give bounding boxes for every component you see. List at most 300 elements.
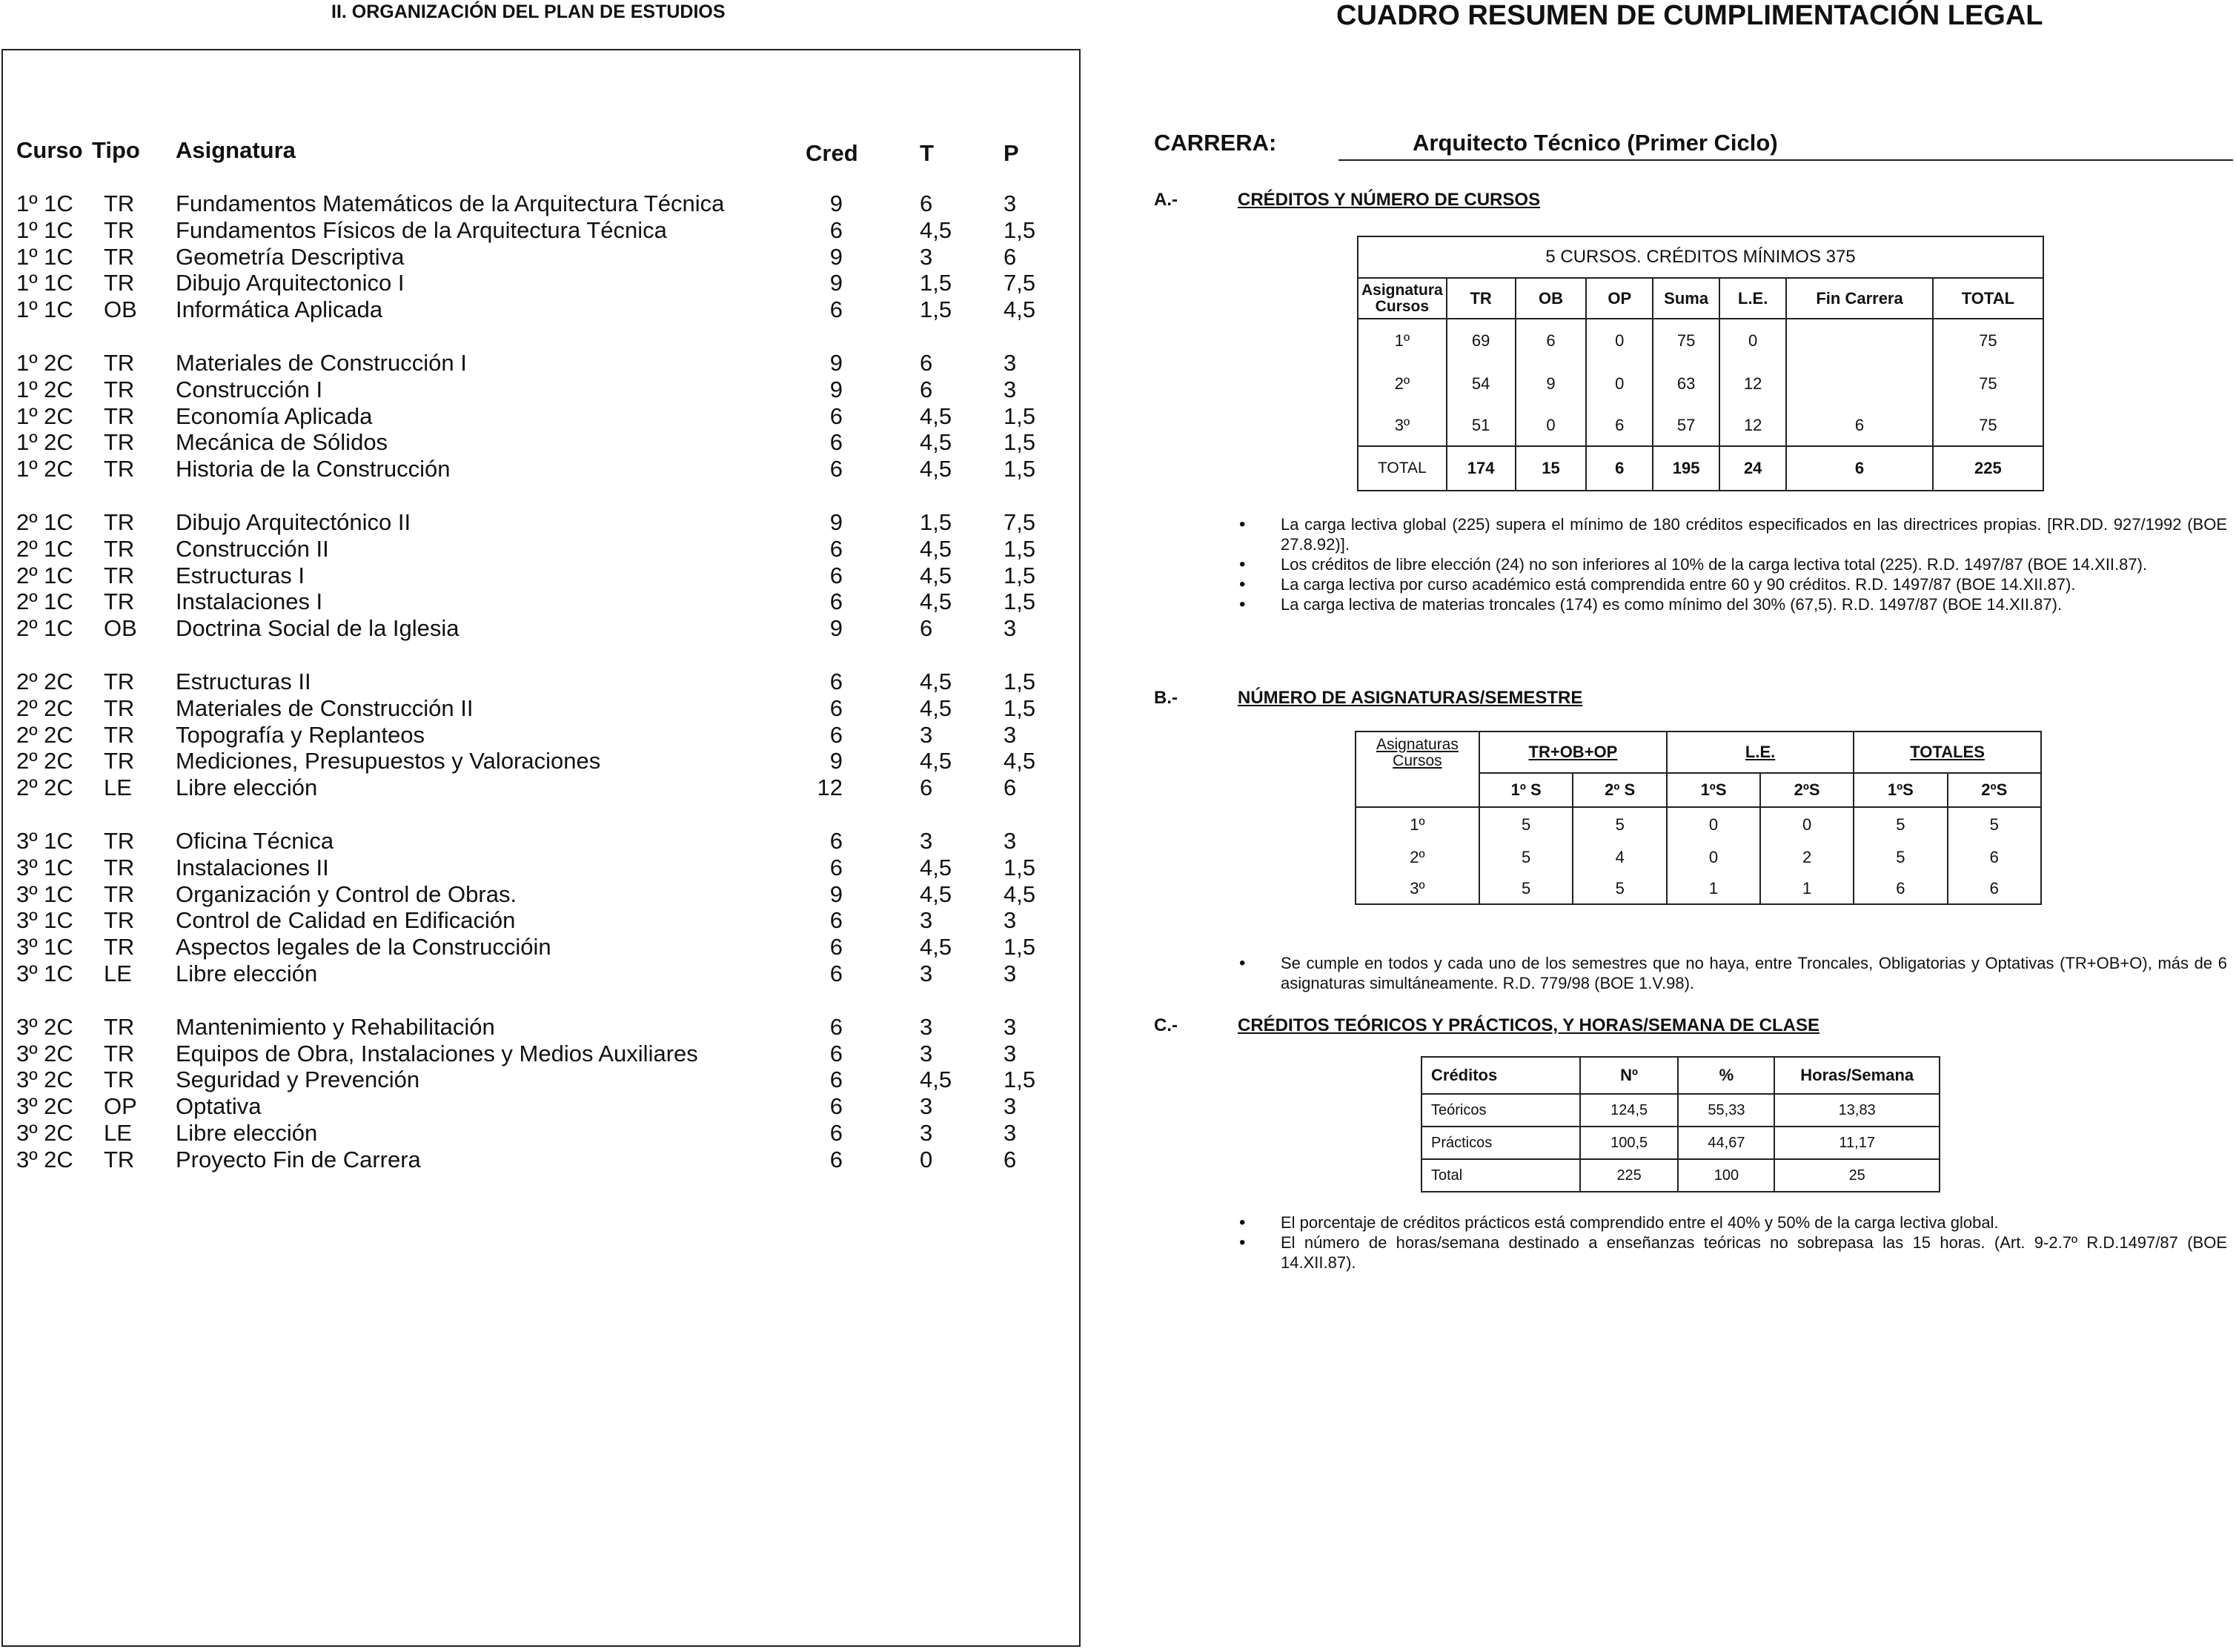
row-t: 1,5	[920, 270, 952, 296]
subjects-row	[1356, 842, 2041, 873]
row-tipo: TR	[104, 190, 135, 216]
section-c-letter: C.-	[1154, 1015, 1178, 1035]
hours-cell: 100,5	[1580, 1127, 1679, 1159]
subjects-cell: 5	[1854, 842, 1947, 873]
subjects-cell: 4	[1573, 842, 1667, 873]
row-curso: 2º 1C	[16, 535, 73, 562]
row-curso: 3º 2C	[16, 1066, 73, 1093]
row-curso: 1º 2C	[16, 456, 73, 482]
credits-total-cell: 6	[1786, 446, 1933, 491]
row-p: 3	[1003, 961, 1017, 986]
row-t: 3	[920, 907, 933, 934]
row-curso: 2º 2C	[16, 694, 73, 721]
row-p: 1,5	[1003, 694, 1036, 721]
note-item: • Se cumple en todos y cada uno de los semestres que no haya, entre Troncales, Obligatorias y Optativas (TR+OB+O), más de 6 asignaturas simultáneamente. R.D. 779/98 (BOE 1.V.98).	[1239, 953, 2227, 993]
row-cred: 9	[829, 270, 843, 296]
row-tipo: TR	[104, 402, 135, 429]
credits-cell: 69	[1447, 319, 1516, 362]
row-tipo: TR	[104, 535, 135, 562]
row-cred: 6	[829, 1093, 843, 1120]
row-asignatura: Libre elección	[176, 774, 318, 801]
row-p: 1,5	[1003, 456, 1036, 482]
row-t: 4,5	[920, 429, 952, 456]
section-b-title: NÚMERO DE ASIGNATURAS/SEMESTRE	[1238, 688, 1583, 708]
row-cred: 6	[829, 934, 843, 961]
credits-total-cell: 24	[1719, 446, 1786, 491]
row-tipo: TR	[104, 1066, 135, 1093]
row-asignatura: Mediciones, Presupuestos y Valoraciones	[176, 748, 601, 774]
note-item: • El porcentaje de créditos prácticos está comprendido entre el 40% y 50% de la carga lectiva global.	[1239, 1213, 2227, 1233]
row-p: 1,5	[1003, 402, 1036, 429]
row-curso: 3º 1C	[16, 934, 73, 961]
credits-total-cell: 174	[1447, 446, 1516, 491]
row-p: 4,5	[1003, 748, 1036, 774]
credits-cell: 0	[1586, 319, 1653, 362]
row-t: 4,5	[920, 216, 952, 243]
credits-header: TOTAL	[1933, 278, 2043, 319]
subjects-subheader: 2ºS	[1760, 773, 1854, 807]
row-tipo: TR	[104, 243, 135, 270]
header-curso: Curso	[16, 137, 83, 163]
credits-cell: 75	[1933, 362, 2043, 405]
row-curso: 1º 1C	[16, 190, 73, 216]
credits-total-cell: 225	[1933, 446, 2043, 491]
row-tipo: TR	[104, 216, 135, 243]
row-cred: 6	[829, 216, 843, 243]
header-tipo: Tipo	[92, 137, 140, 163]
row-asignatura: Dibujo Arquitectonico I	[176, 270, 405, 296]
row-tipo: TR	[104, 376, 135, 402]
row-cred: 9	[829, 243, 843, 270]
row-tipo: TR	[104, 270, 135, 296]
row-p: 7,5	[1003, 509, 1036, 535]
credits-cell: 75	[1933, 319, 2043, 362]
subjects-notes	[1239, 953, 2227, 993]
credits-total-cell: 195	[1653, 446, 1719, 491]
subjects-cell: 2	[1760, 842, 1854, 873]
row-tipo: TR	[104, 907, 135, 934]
row-t: 6	[920, 774, 933, 801]
row-curso: 3º 2C	[16, 1146, 73, 1172]
row-cred: 6	[829, 588, 843, 615]
row-curso: 2º 2C	[16, 669, 73, 694]
credits-cell: 6	[1586, 405, 1653, 446]
header-cred: Cred	[806, 140, 858, 166]
row-tipo: TR	[104, 456, 135, 482]
row-asignatura: Construcción I	[176, 376, 323, 402]
credits-row	[1358, 319, 2043, 362]
row-tipo: TR	[104, 854, 135, 880]
row-asignatura: Informática Aplicada	[176, 296, 383, 323]
row-asignatura: Instalaciones I	[176, 588, 323, 615]
subjects-cell: 1º	[1356, 807, 1479, 842]
row-tipo: TR	[104, 1146, 135, 1172]
note-item: • La carga lectiva global (225) supera el mínimo de 180 créditos especificados en las directrices propias. [RR.DD. 927/1992 (BOE 27.8.92)].	[1239, 514, 2227, 554]
credits-cell: 51	[1447, 405, 1516, 446]
subjects-corner-bottom: Cursos	[1393, 752, 1442, 769]
row-curso: 3º 1C	[16, 854, 73, 880]
credits-corner	[1358, 278, 1447, 319]
subjects-corner-top: Asignaturas	[1376, 735, 1459, 753]
group-totales: TOTALES	[1854, 732, 2041, 773]
row-asignatura: Libre elección	[176, 961, 318, 986]
row-p: 3	[1003, 1120, 1017, 1146]
row-asignatura: Materiales de Construcción I	[176, 350, 467, 376]
row-p: 1,5	[1003, 535, 1036, 562]
row-asignatura: Optativa	[176, 1093, 262, 1120]
row-tipo: TR	[104, 721, 135, 748]
row-cred: 9	[829, 509, 843, 535]
credits-header: Suma	[1653, 278, 1719, 319]
credits-cell	[1786, 319, 1933, 362]
row-cred: 6	[829, 854, 843, 880]
row-t: 4,5	[920, 402, 952, 429]
credits-cell: 0	[1586, 362, 1653, 405]
section-b-letter: B.-	[1154, 688, 1178, 708]
hours-cell: 44,67	[1678, 1127, 1774, 1159]
row-t: 4,5	[920, 1066, 952, 1093]
row-curso: 1º 1C	[16, 243, 73, 270]
row-p: 1,5	[1003, 588, 1036, 615]
row-p: 6	[1003, 1146, 1017, 1172]
row-curso: 2º 2C	[16, 774, 73, 801]
row-asignatura: Mecánica de Sólidos	[176, 429, 388, 456]
row-tipo: TR	[104, 934, 135, 961]
row-cred: 6	[829, 694, 843, 721]
hours-notes	[1239, 1213, 2227, 1273]
credits-corner-top: Asignatura	[1361, 281, 1443, 299]
row-p: 3	[1003, 350, 1017, 376]
row-cred: 6	[829, 402, 843, 429]
hours-row	[1421, 1094, 1940, 1127]
subjects-cell: 5	[1573, 807, 1667, 842]
hours-cell: 225	[1580, 1159, 1679, 1192]
row-p: 6	[1003, 243, 1017, 270]
subjects-corner-empty	[1356, 773, 1479, 807]
subjects-cell: 6	[1948, 873, 2041, 904]
row-asignatura: Construcción II	[176, 535, 329, 562]
row-p: 3	[1003, 907, 1017, 934]
row-t: 4,5	[920, 748, 952, 774]
note-item: • La carga lectiva de materias troncales (174) es como mínimo del 30% (67,5). R.D. 1497/87 (BOE 14.XII.87).	[1239, 594, 2227, 614]
credits-table	[1357, 236, 2044, 491]
row-p: 4,5	[1003, 296, 1036, 323]
subjects-cell: 0	[1760, 807, 1854, 842]
row-cred: 6	[829, 562, 843, 588]
credits-header: OP	[1586, 278, 1653, 319]
row-asignatura: Instalaciones II	[176, 854, 329, 880]
row-cred: 6	[829, 535, 843, 562]
row-t: 4,5	[920, 694, 952, 721]
credits-cell: 75	[1653, 319, 1719, 362]
summary-title: CUADRO RESUMEN DE CUMPLIMENTACIÓN LEGAL	[1336, 0, 2043, 31]
row-t: 1,5	[920, 296, 952, 323]
row-cred: 9	[829, 350, 843, 376]
row-p: 1,5	[1003, 934, 1036, 961]
credits-total-row	[1358, 446, 2043, 491]
row-cred: 12	[817, 774, 843, 801]
row-asignatura: Aspectos legales de la Construccióin	[176, 934, 551, 961]
row-asignatura: Equipos de Obra, Instalaciones y Medios Auxiliares	[176, 1040, 698, 1066]
row-curso: 2º 1C	[16, 615, 73, 642]
credits-cell: 0	[1719, 319, 1786, 362]
subjects-cell: 5	[1479, 807, 1573, 842]
carrera-value: Arquitecto Técnico (Primer Ciclo)	[1413, 130, 1778, 156]
row-tipo: TR	[104, 350, 135, 376]
subjects-row	[1356, 873, 2041, 904]
hours-cell: 100	[1678, 1159, 1774, 1192]
hours-cell: 13,83	[1774, 1094, 1940, 1127]
hours-cell: 55,33	[1678, 1094, 1774, 1127]
subjects-cell: 5	[1479, 842, 1573, 873]
credits-cell: 75	[1933, 405, 2043, 446]
row-asignatura: Oficina Técnica	[176, 828, 334, 854]
row-t: 4,5	[920, 562, 952, 588]
row-p: 3	[1003, 376, 1017, 402]
row-curso: 1º 2C	[16, 429, 73, 456]
row-tipo: TR	[104, 1013, 135, 1040]
credits-cell: 1º	[1358, 319, 1447, 362]
row-p: 1,5	[1003, 429, 1036, 456]
row-curso: 3º 2C	[16, 1040, 73, 1066]
credits-notes	[1239, 514, 2227, 614]
row-asignatura: Estructuras I	[176, 562, 305, 588]
row-asignatura: Historia de la Construcción	[176, 456, 451, 482]
row-tipo: LE	[104, 1120, 132, 1146]
section-c-title: CRÉDITOS TEÓRICOS Y PRÁCTICOS, Y HORAS/SEMANA DE CLASE	[1238, 1015, 1820, 1035]
row-cred: 6	[829, 1013, 843, 1040]
row-cred: 6	[829, 721, 843, 748]
row-cred: 6	[829, 456, 843, 482]
row-curso: 2º 1C	[16, 509, 73, 535]
row-asignatura: Seguridad y Prevención	[176, 1066, 420, 1093]
plan-title: II. ORGANIZACIÓN DEL PLAN DE ESTUDIOS	[331, 1, 726, 22]
credits-total-cell: 15	[1516, 446, 1587, 491]
row-curso: 3º 1C	[16, 828, 73, 854]
row-t: 3	[920, 828, 933, 854]
row-curso: 1º 2C	[16, 350, 73, 376]
subjects-cell: 3º	[1356, 873, 1479, 904]
credits-cell	[1786, 362, 1933, 405]
group-le: L.E.	[1667, 732, 1854, 773]
row-asignatura: Fundamentos Físicos de la Arquitectura Técnica	[176, 216, 667, 243]
subjects-cell: 2º	[1356, 842, 1479, 873]
row-tipo: LE	[104, 774, 132, 801]
hours-table	[1421, 1056, 1940, 1192]
subjects-subheader: 2ºS	[1948, 773, 2041, 807]
subjects-row	[1356, 807, 2041, 842]
row-curso: 1º 1C	[16, 270, 73, 296]
row-asignatura: Estructuras II	[176, 669, 311, 694]
row-t: 3	[920, 1040, 933, 1066]
row-p: 3	[1003, 190, 1017, 216]
row-curso: 3º 2C	[16, 1120, 73, 1146]
row-t: 1,5	[920, 509, 952, 535]
row-t: 4,5	[920, 669, 952, 694]
row-curso: 1º 1C	[16, 216, 73, 243]
subjects-subheader: 1º S	[1479, 773, 1573, 807]
row-curso: 3º 2C	[16, 1013, 73, 1040]
row-tipo: TR	[104, 748, 135, 774]
hours-header: Créditos	[1421, 1057, 1580, 1094]
header-asignatura: Asignatura	[176, 137, 296, 163]
row-t: 4,5	[920, 934, 952, 961]
row-cred: 9	[829, 376, 843, 402]
credits-cell: 57	[1653, 405, 1719, 446]
row-curso: 1º 2C	[16, 376, 73, 402]
row-p: 3	[1003, 721, 1017, 748]
subjects-cell: 5	[1948, 807, 2041, 842]
credits-cell: 6	[1786, 405, 1933, 446]
row-p: 1,5	[1003, 854, 1036, 880]
note-item: • La carga lectiva por curso académico está comprendida entre 60 y 90 créditos. R.D. 1497/87 (BOE 14.XII.87).	[1239, 574, 2227, 594]
row-p: 3	[1003, 1040, 1017, 1066]
row-curso: 3º 1C	[16, 961, 73, 986]
row-t: 3	[920, 1013, 933, 1040]
header-p: P	[1003, 140, 1019, 166]
row-tipo: TR	[104, 694, 135, 721]
row-cred: 9	[829, 880, 843, 907]
credits-total-cell: TOTAL	[1358, 446, 1447, 491]
note-item: • El número de horas/semana destinado a enseñanzas teóricas no sobrepasa las 15 horas. (Art. 9-2.7º R.D.1497/87 (BOE 14.XII.87).	[1239, 1233, 2227, 1273]
hours-header: %	[1678, 1057, 1774, 1094]
hours-cell: Total	[1421, 1159, 1580, 1192]
row-t: 0	[920, 1146, 933, 1172]
row-cred: 9	[829, 190, 843, 216]
row-p: 3	[1003, 1013, 1017, 1040]
row-curso: 3º 2C	[16, 1093, 73, 1120]
subjects-subheader: 1ºS	[1667, 773, 1760, 807]
credits-cell: 2º	[1358, 362, 1447, 405]
carrera-label: CARRERA:	[1154, 130, 1277, 156]
row-tipo: LE	[104, 961, 132, 986]
subjects-cell: 0	[1667, 842, 1760, 873]
row-tipo: TR	[104, 588, 135, 615]
row-curso: 3º 1C	[16, 907, 73, 934]
row-t: 3	[920, 721, 933, 748]
row-t: 6	[920, 350, 933, 376]
credits-total-cell: 6	[1586, 446, 1653, 491]
row-asignatura: Control de Calidad en Edificación	[176, 907, 516, 934]
row-p: 4,5	[1003, 880, 1036, 907]
hours-row	[1421, 1159, 1940, 1192]
row-cred: 6	[829, 907, 843, 934]
subjects-corner	[1356, 732, 1479, 773]
hours-cell: 25	[1774, 1159, 1940, 1192]
row-tipo: TR	[104, 429, 135, 456]
row-tipo: OB	[104, 615, 137, 642]
row-t: 3	[920, 1093, 933, 1120]
row-t: 4,5	[920, 854, 952, 880]
row-cred: 6	[829, 296, 843, 323]
row-cred: 6	[829, 669, 843, 694]
credits-cell: 12	[1719, 362, 1786, 405]
credits-header: OB	[1516, 278, 1587, 319]
row-p: 1,5	[1003, 216, 1036, 243]
subjects-subheader: 2º S	[1573, 773, 1667, 807]
row-cred: 6	[829, 1146, 843, 1172]
credits-cell: 3º	[1358, 405, 1447, 446]
row-asignatura: Topografía y Replanteos	[176, 721, 425, 748]
row-cred: 6	[829, 1120, 843, 1146]
credits-header: TR	[1447, 278, 1516, 319]
row-curso: 2º 2C	[16, 748, 73, 774]
row-cred: 6	[829, 429, 843, 456]
credits-cell: 9	[1516, 362, 1587, 405]
row-t: 4,5	[920, 535, 952, 562]
credits-cell: 63	[1653, 362, 1719, 405]
row-curso: 2º 1C	[16, 588, 73, 615]
hours-cell: Teóricos	[1421, 1094, 1580, 1127]
row-asignatura: Dibujo Arquitectónico II	[176, 509, 411, 535]
hours-cell: 11,17	[1774, 1127, 1940, 1159]
row-curso: 2º 2C	[16, 721, 73, 748]
row-cred: 6	[829, 1040, 843, 1066]
row-asignatura: Libre elección	[176, 1120, 318, 1146]
subjects-cell: 5	[1479, 873, 1573, 904]
row-tipo: TR	[104, 669, 135, 694]
row-curso: 2º 1C	[16, 562, 73, 588]
row-t: 6	[920, 376, 933, 402]
row-p: 1,5	[1003, 669, 1036, 694]
row-tipo: TR	[104, 880, 135, 907]
row-t: 6	[920, 615, 933, 642]
credits-cell: 0	[1516, 405, 1587, 446]
row-tipo: TR	[104, 562, 135, 588]
row-t: 3	[920, 961, 933, 986]
row-tipo: TR	[104, 509, 135, 535]
row-p: 1,5	[1003, 562, 1036, 588]
row-t: 4,5	[920, 588, 952, 615]
plan-frame	[1, 49, 1081, 1647]
credits-table-title: 5 CURSOS. CRÉDITOS MÍNIMOS 375	[1358, 236, 2043, 278]
row-asignatura: Fundamentos Matemáticos de la Arquitectura Técnica	[176, 190, 725, 216]
section-a-title: CRÉDITOS Y NÚMERO DE CURSOS	[1238, 190, 1541, 210]
credits-corner-bottom: Cursos	[1375, 297, 1430, 315]
subjects-cell: 0	[1667, 807, 1760, 842]
row-cred: 6	[829, 961, 843, 986]
credits-cell: 12	[1719, 405, 1786, 446]
subjects-cell: 6	[1854, 873, 1947, 904]
hours-cell: 124,5	[1580, 1094, 1679, 1127]
row-p: 7,5	[1003, 270, 1036, 296]
row-p: 1,5	[1003, 1066, 1036, 1093]
row-t: 3	[920, 1120, 933, 1146]
row-curso: 3º 1C	[16, 880, 73, 907]
row-t: 6	[920, 190, 933, 216]
note-item: • Los créditos de libre elección (24) no son inferiores al 10% de la carga lectiva total (225). R.D. 1497/87 (BOE 14.XII.87).	[1239, 554, 2227, 574]
credits-row	[1358, 405, 2043, 446]
row-t: 4,5	[920, 880, 952, 907]
subjects-cell: 1	[1760, 873, 1854, 904]
subjects-cell: 5	[1854, 807, 1947, 842]
subjects-table	[1355, 731, 2042, 905]
hours-header: Nº	[1580, 1057, 1679, 1094]
row-t: 4,5	[920, 456, 952, 482]
row-tipo: OP	[104, 1093, 137, 1120]
row-asignatura: Economía Aplicada	[176, 402, 373, 429]
row-asignatura: Proyecto Fin de Carrera	[176, 1146, 421, 1172]
row-p: 3	[1003, 828, 1017, 854]
credits-cell: 6	[1516, 319, 1587, 362]
subjects-cell: 1	[1667, 873, 1760, 904]
credits-header: Fin Carrera	[1786, 278, 1933, 319]
row-tipo: TR	[104, 828, 135, 854]
row-cred: 9	[829, 748, 843, 774]
row-asignatura: Mantenimiento y Rehabilitación	[176, 1013, 495, 1040]
row-p: 3	[1003, 615, 1017, 642]
row-asignatura: Doctrina Social de la Iglesia	[176, 615, 460, 642]
